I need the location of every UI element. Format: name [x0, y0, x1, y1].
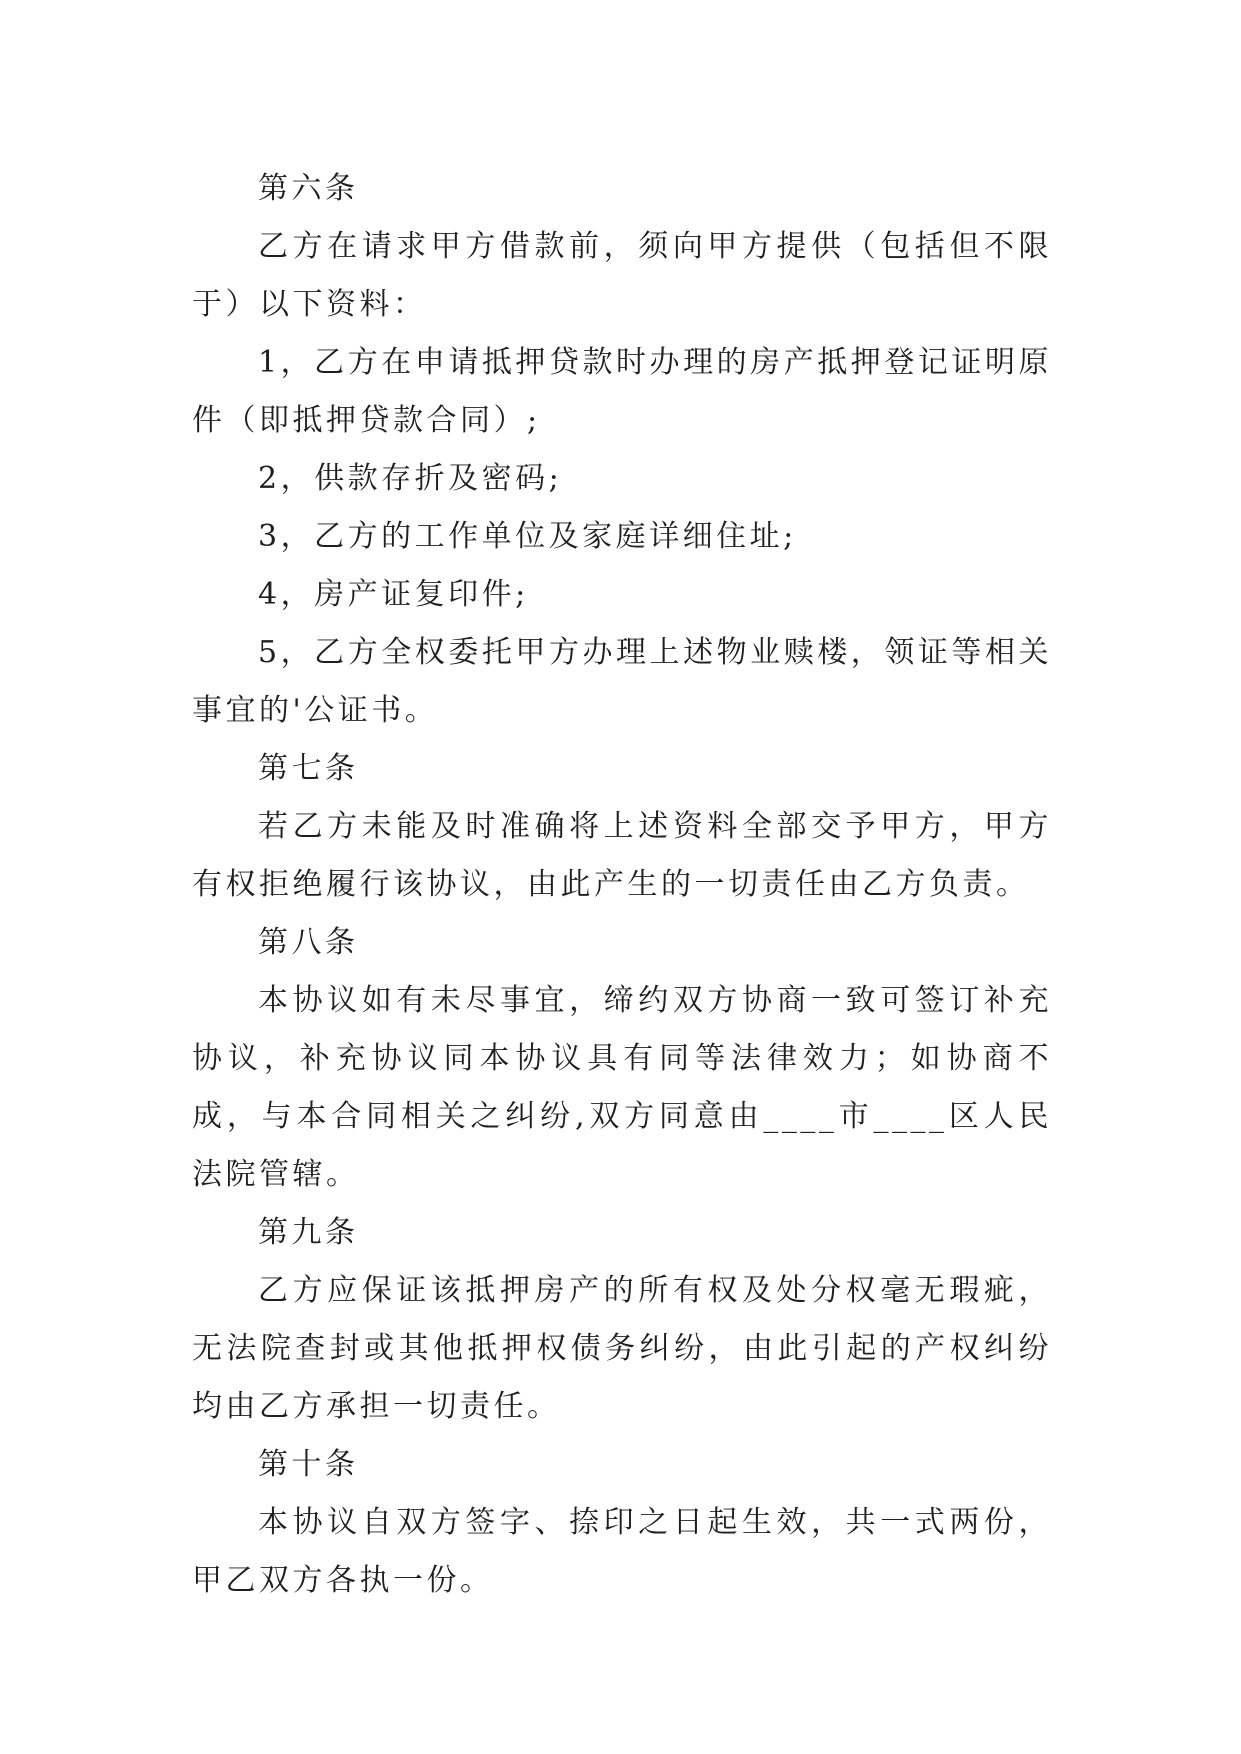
article-8-body: 本协议如有未尽事宜，缔约双方协商一致可签订补充协议，补充协议同本协议具有同等法律效力；如协商不成，与本合同相关之纠纷,双方同意由____市____区人民法院管辖。: [192, 983, 1052, 1192]
article-6-item-5: 5，乙方全权委托甲方办理上述物业赎楼，领证等相关事宜的'公证书。: [192, 635, 1052, 728]
article-6-item-2: 2，供款存折及密码;: [258, 461, 563, 496]
article-6-intro: 乙方在请求甲方借款前，须向甲方提供（包括但不限于）以下资料：: [192, 229, 1052, 322]
document-page: [192, 160, 1052, 1610]
article-9-body: 乙方应保证该抵押房产的所有权及处分权毫无瑕疵，无法院查封或其他抵押权债务纠纷，由此引起的产权纠纷均由乙方承担一切责任。: [192, 1273, 1052, 1424]
article-6-item-3: 3，乙方的工作单位及家庭详细住址;: [258, 519, 797, 554]
article-9-heading: 第九条: [258, 1215, 359, 1250]
article-6-heading: 第六条: [258, 171, 359, 206]
article-10-body: 本协议自双方签字、捺印之日起生效，共一式两份，甲乙双方各执一份。: [192, 1505, 1052, 1598]
article-8-heading: 第八条: [258, 925, 359, 960]
article-6-item-4: 4，房产证复印件;: [258, 577, 529, 612]
article-10-heading: 第十条: [258, 1447, 359, 1482]
article-7-body: 若乙方未能及时准确将上述资料全部交予甲方，甲方有权拒绝履行该协议，由此产生的一切责任由乙方负责。: [192, 809, 1052, 902]
article-7-heading: 第七条: [258, 751, 359, 786]
article-6-item-1: 1，乙方在申请抵押贷款时办理的房产抵押登记证明原件（即抵押贷款合同）;: [192, 345, 1052, 438]
